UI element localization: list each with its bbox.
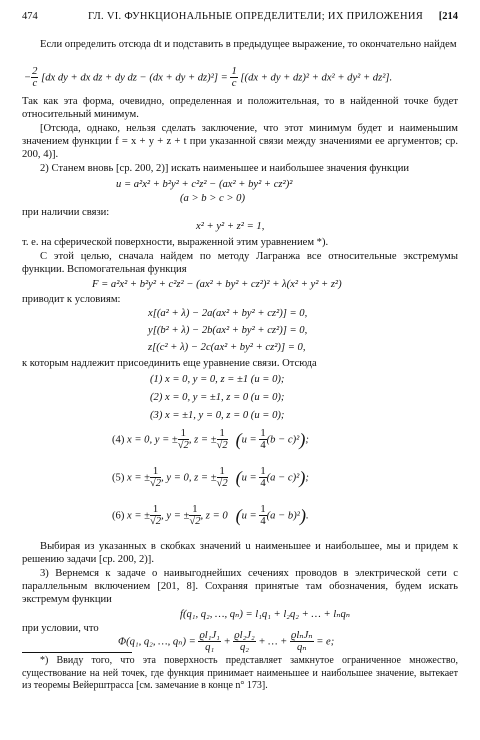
footnote-rule xyxy=(22,652,132,653)
paragraph-8: приводит к условиям: xyxy=(22,294,121,305)
paragraph-11: 3) Вернемся к задаче о наивыгоднейших сечениях проводов в электрической сети с параллельным включением [201, 8]. Сохраняя принятые там обозначения, будем искать экстремум функции xyxy=(22,568,458,606)
system-equation-x: x[(a² + λ) − 2a(ax² + by² + cz²)] = 0, xyxy=(148,308,308,319)
page-header xyxy=(22,10,458,24)
footnote: *) Ввиду того, что эта поверхность представляет замкнутое ограниченное множество, существование на ней точек, где функция принимает наименьшее и наибольшее значение, вытекает из теоремы Вейерштрасса [см. замечание в конце n° 173]. xyxy=(22,655,458,691)
paragraph-3: [Отсюда, однако, нельзя сделать заключение, что этот минимум будет и наименьшим значением функции f = x + y + z + t при указанной связи между значениями ее аргументов; ср. 200, 4)]. xyxy=(22,123,458,161)
equation-function-f: f(q₁, q₂, …, qₙ) = l₁q₁ + l₂q₂ + … + lₙqₙ xyxy=(180,609,351,620)
solution-5: (5) x = ± $\frac{1}{√2}$ , y = 0, z = ± $\frac{1}{√2}$ (u = $\frac{1}{4}$ (a − c)²); xyxy=(112,466,309,489)
solution-6: (6) x = ± $\frac{1}{√2}$ , y = ± $\frac{1}{√2}$ , z = 0 (u = $\frac{1}{4}$ (a − b)²). xyxy=(112,504,309,527)
paragraph-5: при наличии связи: xyxy=(22,207,110,218)
running-title: ГЛ. VI. ФУНКЦИОНАЛЬНЫЕ ОПРЕДЕЛИТЕЛИ; ИХ ПРИЛОЖЕНИЯ xyxy=(88,11,424,22)
page-number: 474 xyxy=(22,11,38,22)
solution-1: (1) x = 0, y = 0, z = ±1 (u = 0); xyxy=(150,374,285,385)
solution-4: (4) x = 0, y = ± $\frac{1}{√2}$ , z = ± $\frac{1}{√2}$ (u = $\frac{1}{4}$ (b − c)²); xyxy=(112,428,309,451)
paragraph-9: к которым надлежит присоединить еще уравнение связи. Отсюда xyxy=(22,358,317,369)
equation-constraint-phi: Φ(q₁, q₂, …, qₙ) = $\frac{\text{ϱl₁J₁}}{\text{q₁}}$ + $\frac{\text{ϱl₂J₂}}{\text{q₂}}$ + … + $\frac{\text{ϱlₙJₙ}}{\text{qₙ}}$ = e; xyxy=(118,630,335,653)
equation-condition: (a > b > c > 0) xyxy=(180,193,245,204)
equation-constraint: x² + y² + z² = 1, xyxy=(196,221,265,232)
paragraph-7: С этой целью, сначала найдем по методу Лагранжа все относительные экстремумы функции. Вспомогательная функция xyxy=(22,251,458,276)
equation-function-u: u = a²x² + b²y² + c²z² − (ax² + by² + cz²)² xyxy=(116,179,293,190)
section-number: [214 xyxy=(438,11,458,22)
solution-3: (3) x = ±1, y = 0, z = 0 (u = 0); xyxy=(150,410,285,421)
paragraph-2: Так как эта форма, очевидно, определенная и положительная, то в найденной точке будет относительный минимум. xyxy=(22,96,458,121)
solution-2: (2) x = 0, y = ±1, z = 0 (u = 0); xyxy=(150,392,285,403)
system-equation-z: z[(c² + λ) − 2c(ax² + by² + cz²)] = 0, xyxy=(148,342,306,353)
paragraph-10: Выбирая из указанных в скобках значений u наименьшее и наибольшее, мы и придем к решению задачи [ср. 200, 2)]. xyxy=(22,541,458,566)
paragraph-4: 2) Станем вновь [ср. 200, 2)] искать наименьшее и наибольшее значения функции xyxy=(40,163,410,174)
paragraph-6: т. е. на сферической поверхности, выраженной этим уравнением *). xyxy=(22,237,329,248)
equation-lagrange-function: F = a²x² + b²y² + c²z² − (ax² + by² + cz²)² + λ(x² + y² + z²) xyxy=(92,279,342,290)
equation-second-differential: − $\frac{2}{c}$ [dx dy + dx dz + dy dz − (dx + dy + dz)²] = $\frac{1}{c}$ [(dx + dy + dz)² + dx² + dy² + dz²]. xyxy=(24,66,393,89)
system-equation-y: y[(b² + λ) − 2b(ax² + by² + cz²)] = 0, xyxy=(148,325,308,336)
paragraph-12: при условии, что xyxy=(22,623,99,634)
paragraph-1: Если определить отсюда dt и подставить в предыдущее выражение, то окончательно найдем xyxy=(40,39,457,50)
